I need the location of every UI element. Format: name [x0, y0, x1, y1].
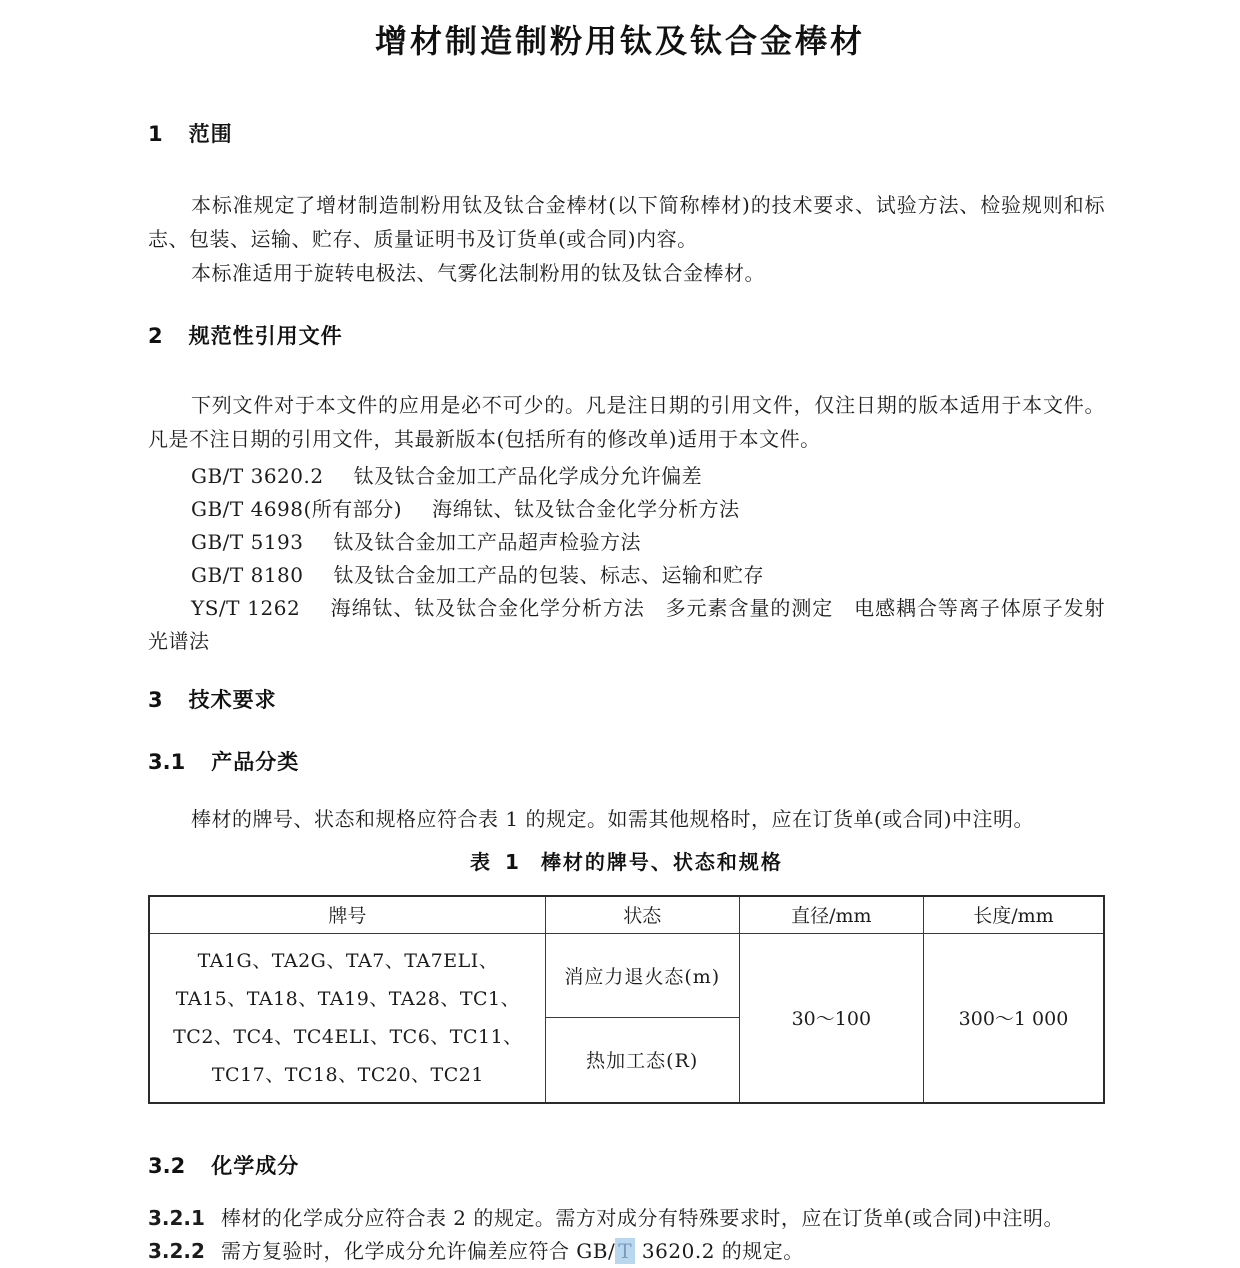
reference-title: 海绵钛、钛及钛合金化学分析方法: [432, 497, 740, 521]
reference-title: 钛及钛合金加工产品的包装、标志、运输和贮存: [333, 563, 765, 587]
reference-item: [148, 493, 1105, 526]
reference-code: GB/T 8180: [191, 563, 304, 587]
scope-paragraph-2: 本标准适用于旋转电极法、气雾化法制粉用的钛及钛合金棒材。: [191, 261, 765, 285]
section-heading-product-classification: [148, 746, 1105, 776]
section-title: 规范性引用文件: [188, 324, 343, 348]
section-title: 产品分类: [211, 750, 300, 774]
watermark-highlight: T: [615, 1238, 635, 1264]
document-title: 增材制造制粉用钛及钛合金棒材: [374, 22, 865, 60]
section-title: 范围: [188, 122, 233, 146]
reference-title: 海绵钛、钛及钛合金化学分析方法 多元素含量的测定 电感耦合等离子体原子发射光谱法: [148, 596, 1105, 653]
section-heading-references: [148, 320, 1105, 350]
clause-number: 3.2.2: [148, 1238, 205, 1263]
reference-item: [148, 592, 1105, 658]
section-number: 1: [148, 122, 163, 146]
clause-text-after: 3620.2 的规定。: [635, 1238, 804, 1263]
table-row: [149, 933, 1104, 1018]
section-number: 3.2: [148, 1153, 186, 1178]
reference-item: [148, 460, 1105, 493]
table1-cell-length: 300～1 000: [923, 933, 1104, 1103]
reference-code: YS/T 1262: [191, 596, 301, 620]
table1-caption: [148, 846, 1105, 875]
section-heading-technical-requirements: [148, 684, 1105, 714]
reference-code: GB/T 3620.2: [191, 464, 324, 488]
reference-item: [148, 559, 1105, 592]
reference-title: 钛及钛合金加工产品化学成分允许偏差: [353, 464, 703, 488]
clause-number: 3.2.1: [148, 1205, 205, 1230]
section-number: 2: [148, 324, 163, 348]
reference-code: GB/T 4698(所有部分): [191, 497, 403, 521]
section-heading-scope: [148, 118, 1105, 148]
section-title: 技术要求: [188, 688, 277, 712]
clause-text: 棒材的化学成分应符合表 2 的规定。需方对成分有特殊要求时，应在订货单(或合同)中注明。: [220, 1205, 1064, 1230]
reference-title: 钛及钛合金加工产品超声检验方法: [333, 530, 642, 554]
table1-header-state: 状态: [545, 896, 739, 933]
table1-cell-state-hotworked: 热加工态(R): [545, 1018, 739, 1103]
reference-item: [148, 526, 1105, 559]
clause-text-before: 需方复验时，化学成分允许偏差应符合 GB/: [220, 1238, 616, 1263]
table1-header-length: 长度/mm: [923, 896, 1104, 933]
section-number: 3.1: [148, 750, 186, 774]
classification-paragraph: 棒材的牌号、状态和规格应符合表 1 的规定。如需其他规格时，应在订货单(或合同)中注明。: [191, 807, 1035, 831]
table1-header-grade: 牌号: [149, 896, 545, 933]
section-heading-chemical-composition: [148, 1150, 1105, 1180]
table1-caption-label: 表 1: [470, 850, 523, 874]
clause-3-2-1: [148, 1202, 1105, 1235]
table1-cell-diameter: 30～100: [739, 933, 923, 1103]
table1-cell-grades: TA1G、TA2G、TA7、TA7ELI、TA15、TA18、TA19、TA28、TC1、TC2、TC4、TC4ELI、TC6、TC11、TC17、TC18、TC20、TC21: [149, 933, 545, 1103]
document-content: [148, 118, 1105, 1268]
reference-code: GB/T 5193: [191, 530, 304, 554]
section-number: 3: [148, 688, 163, 712]
scope-paragraph-1: 本标准规定了增材制造制粉用钛及钛合金棒材(以下简称棒材)的技术要求、试验方法、检验规则和标志、包装、运输、贮存、质量证明书及订货单(或合同)内容。: [148, 193, 1105, 251]
table1-caption-text: 棒材的牌号、状态和规格: [540, 850, 783, 874]
clause-3-2-2: [148, 1235, 1105, 1268]
table1-cell-state-annealed: 消应力退火态(m): [545, 933, 739, 1018]
section-title: 化学成分: [211, 1153, 300, 1178]
table1-header-diameter: 直径/mm: [739, 896, 923, 933]
references-intro: 下列文件对于本文件的应用是必不可少的。凡是注日期的引用文件，仅注日期的版本适用于本文件。凡是不注日期的引用文件，其最新版本(包括所有的修改单)适用于本文件。: [148, 393, 1105, 451]
table1-header-row: [149, 896, 1104, 933]
table1-grades-states-specs: [148, 895, 1105, 1104]
references-list: [148, 460, 1105, 658]
